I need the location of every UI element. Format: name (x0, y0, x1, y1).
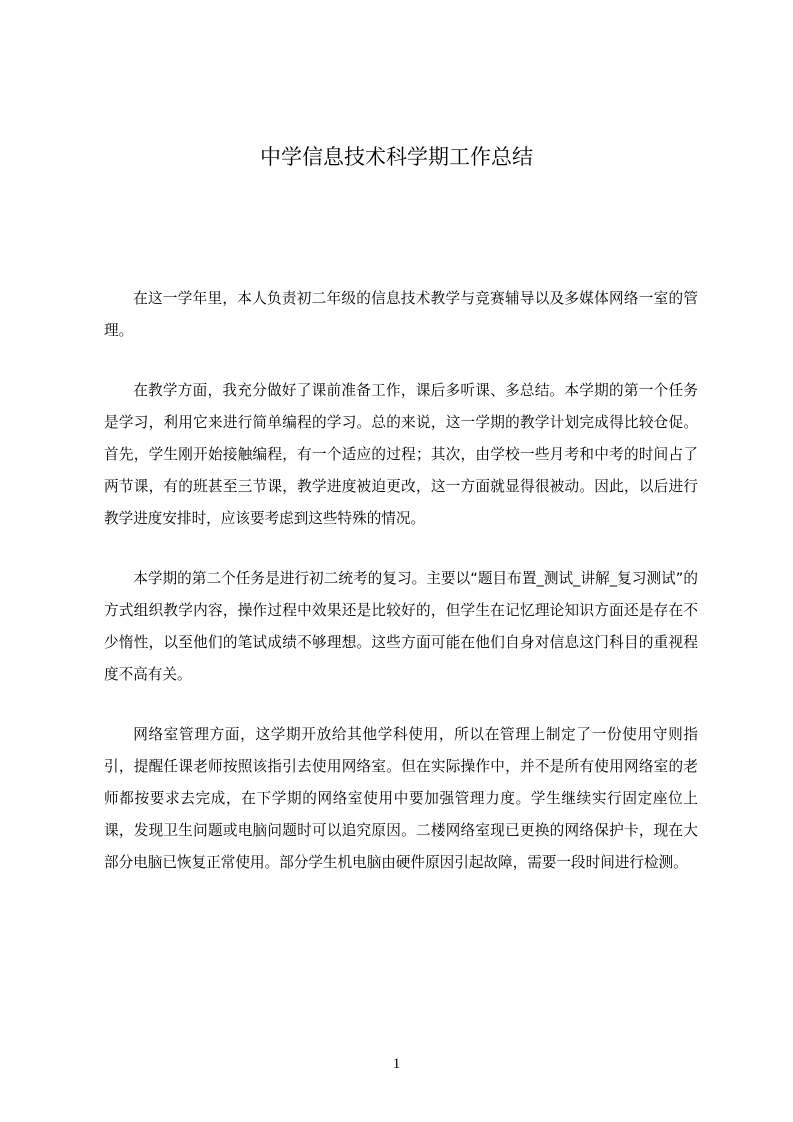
page-number: 1 (392, 1056, 401, 1072)
document-body (104, 283, 698, 907)
paragraph-teaching: 在教学方面，我充分做好了课前准备工作，课后多听课、多总结。本学期的第一个任务是学习，利用它来进行简单编程的学习。总的来说，这一学期的教学计划完成得比较仓促。首先，学生刚开始接触编程，有一个适应的过程；其次，由学校一些月考和中考的时间占了两节课，有的班甚至三节课，教学进度被迫更改，这一方面就显得很被动。因此，以后进行教学进度安排时，应该要考虑到这些特殊的情况。 (104, 382, 698, 527)
paragraph-review: 本学期的第二个任务是进行初二统考的复习。主要以“题目布置_测试_讲解_复习测试”的方式组织教学内容，操作过程中效果还是比较好的，但学生在记忆理论知识方面还是存在不少惰性，以至他们的笔试成绩不够理想。这些方面可能在他们自身对信息这门科目的重视程度不高有关。 (104, 570, 698, 683)
paragraph-network-room: 网络室管理方面，这学期开放给其他学科使用，所以在管理上制定了一份使用守则指引，提醒任课老师按照该指引去使用网络室。但在实际操作中，并不是所有使用网络室的老师都按要求去完成，在下学期的网络室使用中要加强管理力度。学生继续实行固定座位上课，发现卫生问题或电脑问题时可以追究原因。二楼网络室现已更换的网络保护卡，现在大部分电脑已恢复正常使用。部分学生机电脑由硬件原因引起故障，需要一段时间进行检测。 (104, 726, 698, 871)
paragraph-intro: 在这一学年里，本人负责初二年级的信息技术教学与竞赛辅导以及多媒体网络一室的管理。 (104, 290, 698, 339)
document-title: 中学信息技术科学期工作总结 (260, 145, 533, 169)
